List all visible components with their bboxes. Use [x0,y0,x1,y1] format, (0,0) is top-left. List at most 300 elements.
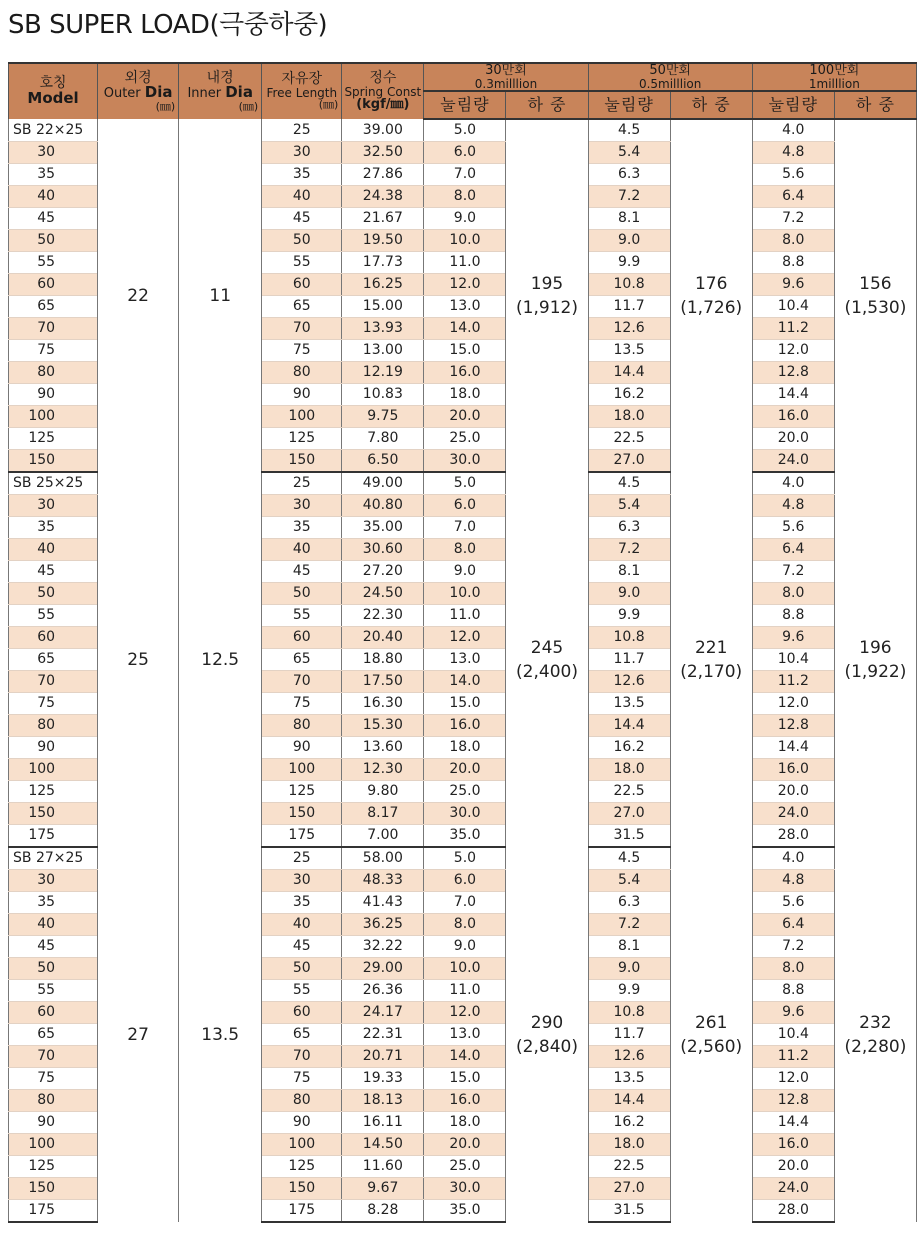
deflection-50-cell: 8.1 [588,561,670,583]
deflection-30-cell: 20.0 [424,759,506,781]
model-cell: 50 [9,583,98,605]
spring-const-cell: 7.00 [342,825,424,848]
load-100-cell-newton: (1,922) [844,661,907,682]
free-length-cell: 90 [262,384,342,406]
deflection-50-cell: 4.5 [588,847,670,870]
spring-const-cell: 30.60 [342,539,424,561]
table-group [9,472,917,847]
deflection-30-cell: 7.0 [424,164,506,186]
deflection-100-cell: 8.8 [752,605,834,627]
deflection-100-cell: 14.4 [752,737,834,759]
model-cell: 100 [9,759,98,781]
spring-const-cell: 16.30 [342,693,424,715]
deflection-50-cell: 18.0 [588,759,670,781]
free-length-cell: 75 [262,693,342,715]
deflection-30-cell: 10.0 [424,583,506,605]
deflection-30-cell: 6.0 [424,495,506,517]
header-outer-kr: 외경 [124,69,152,86]
deflection-50-cell: 7.2 [588,914,670,936]
deflection-50-cell: 9.0 [588,230,670,252]
outer-dia-cell-value: 27 [127,1024,149,1045]
deflection-30-cell: 9.0 [424,561,506,583]
deflection-30-cell: 16.0 [424,362,506,384]
header-const-kr: 정수 [369,70,397,87]
deflection-100-cell: 24.0 [752,450,834,473]
load-30-cell-value: 290 [530,1012,564,1033]
deflection-30-cell: 30.0 [424,450,506,473]
free-length-cell: 55 [262,980,342,1002]
deflection-30-cell: 18.0 [424,737,506,759]
deflection-50-cell: 12.6 [588,1046,670,1068]
free-length-cell: 25 [262,847,342,870]
free-length-cell: 175 [262,825,342,848]
free-length-cell: 70 [262,318,342,340]
deflection-30-cell: 16.0 [424,715,506,737]
spring-const-cell: 16.25 [342,274,424,296]
header-cycle-50-kr: 50만회 [649,63,691,78]
spring-const-cell: 17.73 [342,252,424,274]
deflection-30-cell: 11.0 [424,252,506,274]
spring-const-cell: 32.50 [342,142,424,164]
deflection-50-cell: 9.9 [588,605,670,627]
deflection-100-cell: 6.4 [752,539,834,561]
deflection-100-cell: 4.8 [752,495,834,517]
load-50-cell [670,472,752,847]
header-load-30: 하 중 [506,91,588,119]
spring-const-cell: 20.71 [342,1046,424,1068]
header-free-en: Free Length [266,85,338,100]
deflection-50-cell: 9.9 [588,980,670,1002]
model-cell: 150 [9,450,98,473]
model-cell: 80 [9,1090,98,1112]
deflection-30-cell: 12.0 [424,1002,506,1024]
model-cell: 40 [9,914,98,936]
deflection-30-cell: 25.0 [424,428,506,450]
spring-const-cell: 13.93 [342,318,424,340]
spring-const-cell: 39.00 [342,119,424,142]
outer-dia-cell [98,119,179,472]
deflection-50-cell: 9.9 [588,252,670,274]
deflection-50-cell: 5.4 [588,870,670,892]
header-cycle-100 [752,63,916,91]
free-length-cell: 100 [262,1134,342,1156]
model-cell: 75 [9,1068,98,1090]
deflection-30-cell: 15.0 [424,693,506,715]
deflection-30-cell: 20.0 [424,1134,506,1156]
deflection-50-cell: 14.4 [588,1090,670,1112]
free-length-cell: 175 [262,1200,342,1223]
model-cell: 175 [9,1200,98,1223]
model-cell: 125 [9,1156,98,1178]
spring-const-cell: 18.13 [342,1090,424,1112]
spring-const-cell: 24.50 [342,583,424,605]
deflection-100-cell: 4.8 [752,142,834,164]
header-cycle-30-kr: 30만회 [485,63,527,78]
load-50-cell [670,847,752,1222]
deflection-50-cell: 5.4 [588,142,670,164]
load-50-cell-value: 221 [694,637,728,658]
deflection-50-cell: 27.0 [588,450,670,473]
outer-dia-cell-value: 25 [127,649,149,670]
spring-const-cell: 22.30 [342,605,424,627]
free-length-cell: 60 [262,1002,342,1024]
table-row [9,119,917,142]
deflection-100-cell: 5.6 [752,517,834,539]
spring-const-cell: 17.50 [342,671,424,693]
spring-const-cell: 26.36 [342,980,424,1002]
deflection-30-cell: 18.0 [424,1112,506,1134]
deflection-100-cell: 24.0 [752,1178,834,1200]
deflection-50-cell: 8.1 [588,208,670,230]
free-length-cell: 150 [262,450,342,473]
model-cell: 75 [9,340,98,362]
free-length-cell: 125 [262,781,342,803]
deflection-50-cell: 5.4 [588,495,670,517]
model-cell: 45 [9,208,98,230]
free-length-cell: 150 [262,803,342,825]
deflection-100-cell: 8.8 [752,252,834,274]
model-cell: 60 [9,1002,98,1024]
load-30-cell-value: 245 [530,637,564,658]
table-group [9,119,917,472]
deflection-100-cell: 8.0 [752,230,834,252]
model-cell: 35 [9,517,98,539]
header-cycle-50 [588,63,752,91]
deflection-50-cell: 4.5 [588,472,670,495]
table-group [9,847,917,1222]
header-load-100: 하 중 [834,91,916,119]
deflection-50-cell: 10.8 [588,627,670,649]
model-cell: 55 [9,252,98,274]
inner-dia-cell [179,119,262,472]
deflection-100-cell: 10.4 [752,649,834,671]
model-cell: 50 [9,230,98,252]
spring-const-cell: 12.19 [342,362,424,384]
model-cell: SB 22×25 [9,119,98,142]
spring-const-cell: 32.22 [342,936,424,958]
free-length-cell: 70 [262,671,342,693]
deflection-50-cell: 10.8 [588,274,670,296]
header-free-kr: 자유장 [281,71,323,88]
deflection-50-cell: 12.6 [588,318,670,340]
free-length-cell: 50 [262,230,342,252]
deflection-100-cell: 14.4 [752,384,834,406]
model-cell: 80 [9,715,98,737]
deflection-100-cell: 12.8 [752,1090,834,1112]
spring-const-cell: 35.00 [342,517,424,539]
deflection-50-cell: 31.5 [588,825,670,848]
free-length-cell: 125 [262,428,342,450]
deflection-30-cell: 9.0 [424,936,506,958]
deflection-30-cell: 8.0 [424,539,506,561]
free-length-cell: 35 [262,892,342,914]
deflection-100-cell: 4.0 [752,119,834,142]
deflection-100-cell: 20.0 [752,1156,834,1178]
free-length-cell: 50 [262,958,342,980]
model-cell: 30 [9,870,98,892]
free-length-cell: 40 [262,914,342,936]
deflection-30-cell: 25.0 [424,781,506,803]
page-title: SB SUPER LOAD(극중하중) [8,10,328,40]
header-inner-en: Inner Dia [187,83,253,102]
free-length-cell: 75 [262,340,342,362]
deflection-30-cell: 5.0 [424,847,506,870]
header-inner-kr: 내경 [206,69,234,86]
model-cell: 45 [9,561,98,583]
model-cell: 50 [9,958,98,980]
free-length-cell: 100 [262,406,342,428]
deflection-100-cell: 9.6 [752,627,834,649]
model-cell: 60 [9,627,98,649]
deflection-50-cell: 8.1 [588,936,670,958]
spring-const-cell: 40.80 [342,495,424,517]
load-100-cell-newton: (2,280) [844,1036,907,1057]
model-cell: SB 25×25 [9,472,98,495]
deflection-50-cell: 13.5 [588,1068,670,1090]
deflection-50-cell: 4.5 [588,119,670,142]
deflection-50-cell: 31.5 [588,1200,670,1223]
spring-const-cell: 29.00 [342,958,424,980]
header-inner-unit: (㎜) [238,100,259,114]
inner-dia-cell [179,472,262,847]
free-length-cell: 125 [262,1156,342,1178]
deflection-100-cell: 12.8 [752,715,834,737]
free-length-cell: 45 [262,208,342,230]
inner-dia-cell-value: 12.5 [201,649,240,670]
deflection-100-cell: 12.0 [752,1068,834,1090]
header-model [9,63,98,119]
deflection-50-cell: 11.7 [588,1024,670,1046]
model-cell: 100 [9,1134,98,1156]
deflection-30-cell: 10.0 [424,230,506,252]
model-cell: 80 [9,362,98,384]
header-const-en: Spring Const [344,84,422,99]
deflection-100-cell: 28.0 [752,825,834,848]
spring-const-cell: 16.11 [342,1112,424,1134]
spring-spec-table [8,62,917,1223]
free-length-cell: 80 [262,362,342,384]
model-cell: 70 [9,1046,98,1068]
deflection-50-cell: 9.0 [588,958,670,980]
header-free-length [262,63,342,119]
table-row [9,847,917,870]
deflection-100-cell: 5.6 [752,892,834,914]
deflection-30-cell: 6.0 [424,142,506,164]
deflection-30-cell: 30.0 [424,803,506,825]
spring-const-cell: 19.50 [342,230,424,252]
model-cell: 30 [9,495,98,517]
spring-const-cell: 24.38 [342,186,424,208]
model-cell: SB 27×25 [9,847,98,870]
spring-const-cell: 15.30 [342,715,424,737]
deflection-50-cell: 14.4 [588,362,670,384]
load-100-cell-newton: (1,530) [844,298,907,319]
spring-const-cell: 27.20 [342,561,424,583]
model-cell: 100 [9,406,98,428]
spring-const-cell: 8.17 [342,803,424,825]
deflection-100-cell: 4.0 [752,472,834,495]
header-spring-const [342,63,424,119]
deflection-30-cell: 7.0 [424,517,506,539]
deflection-100-cell: 12.0 [752,340,834,362]
free-length-cell: 100 [262,759,342,781]
spring-const-cell: 41.43 [342,892,424,914]
deflection-100-cell: 20.0 [752,781,834,803]
model-cell: 125 [9,781,98,803]
free-length-cell: 80 [262,715,342,737]
deflection-30-cell: 16.0 [424,1090,506,1112]
free-length-cell: 40 [262,539,342,561]
deflection-50-cell: 14.4 [588,715,670,737]
deflection-50-cell: 27.0 [588,1178,670,1200]
model-cell: 55 [9,605,98,627]
spring-const-cell: 6.50 [342,450,424,473]
deflection-30-cell: 8.0 [424,186,506,208]
deflection-100-cell: 4.0 [752,847,834,870]
deflection-100-cell: 20.0 [752,428,834,450]
deflection-50-cell: 7.2 [588,186,670,208]
deflection-100-cell: 8.0 [752,958,834,980]
spring-const-cell: 24.17 [342,1002,424,1024]
deflection-30-cell: 18.0 [424,384,506,406]
model-cell: 35 [9,164,98,186]
deflection-100-cell: 14.4 [752,1112,834,1134]
deflection-100-cell: 16.0 [752,759,834,781]
load-30-cell [506,847,588,1222]
free-length-cell: 150 [262,1178,342,1200]
spring-const-cell: 48.33 [342,870,424,892]
deflection-100-cell: 28.0 [752,1200,834,1223]
free-length-cell: 45 [262,561,342,583]
deflection-50-cell: 16.2 [588,1112,670,1134]
deflection-30-cell: 12.0 [424,627,506,649]
free-length-cell: 35 [262,517,342,539]
deflection-50-cell: 10.8 [588,1002,670,1024]
deflection-30-cell: 11.0 [424,980,506,1002]
deflection-30-cell: 14.0 [424,1046,506,1068]
deflection-50-cell: 9.0 [588,583,670,605]
header-model-kr: 호칭 [39,75,67,92]
spring-const-cell: 18.80 [342,649,424,671]
deflection-30-cell: 12.0 [424,274,506,296]
deflection-50-cell: 6.3 [588,164,670,186]
deflection-30-cell: 13.0 [424,1024,506,1046]
free-length-cell: 50 [262,583,342,605]
deflection-50-cell: 27.0 [588,803,670,825]
header-const-unit: (kgf/㎜) [356,97,410,113]
table-row [9,472,917,495]
spring-const-cell: 49.00 [342,472,424,495]
deflection-50-cell: 7.2 [588,539,670,561]
deflection-30-cell: 15.0 [424,1068,506,1090]
table-header [9,63,917,119]
header-deflection-30: 눌림량 [424,91,506,119]
deflection-100-cell: 6.4 [752,914,834,936]
deflection-30-cell: 14.0 [424,318,506,340]
load-30-cell-newton: (1,912) [516,298,578,319]
spring-const-cell: 36.25 [342,914,424,936]
header-free-unit: (㎜) [318,98,339,112]
load-30-cell-newton: (2,840) [516,1036,578,1057]
free-length-cell: 30 [262,870,342,892]
deflection-100-cell: 7.2 [752,936,834,958]
deflection-50-cell: 6.3 [588,517,670,539]
free-length-cell: 60 [262,627,342,649]
deflection-30-cell: 7.0 [424,892,506,914]
deflection-100-cell: 10.4 [752,296,834,318]
spring-const-cell: 10.83 [342,384,424,406]
spring-const-cell: 14.50 [342,1134,424,1156]
deflection-100-cell: 6.4 [752,186,834,208]
deflection-50-cell: 22.5 [588,1156,670,1178]
model-cell: 65 [9,296,98,318]
header-outer-en: Outer Dia [103,83,173,102]
spring-const-cell: 27.86 [342,164,424,186]
free-length-cell: 90 [262,737,342,759]
model-cell: 75 [9,693,98,715]
free-length-cell: 65 [262,649,342,671]
load-50-cell-newton: (2,170) [680,661,743,682]
load-30-cell-newton: (2,400) [516,661,578,682]
deflection-100-cell: 16.0 [752,406,834,428]
spring-const-cell: 58.00 [342,847,424,870]
spring-const-cell: 9.67 [342,1178,424,1200]
header-inner-dia [179,63,262,119]
model-cell: 45 [9,936,98,958]
deflection-100-cell: 10.4 [752,1024,834,1046]
model-cell: 70 [9,318,98,340]
free-length-cell: 45 [262,936,342,958]
deflection-50-cell: 16.2 [588,384,670,406]
outer-dia-cell [98,472,179,847]
spring-const-cell: 13.00 [342,340,424,362]
load-100-cell-value: 232 [859,1012,892,1033]
deflection-50-cell: 18.0 [588,1134,670,1156]
load-100-cell [834,119,916,472]
model-cell: 125 [9,428,98,450]
deflection-50-cell: 12.6 [588,671,670,693]
spring-const-cell: 11.60 [342,1156,424,1178]
header-deflection-100: 눌림량 [752,91,834,119]
header-cycle-30 [424,63,588,91]
load-50-cell-newton: (1,726) [680,298,743,319]
header-outer-unit: (㎜) [155,100,176,114]
header-deflection-50: 눌림량 [588,91,670,119]
load-30-cell [506,119,588,472]
free-length-cell: 30 [262,495,342,517]
deflection-30-cell: 9.0 [424,208,506,230]
deflection-30-cell: 11.0 [424,605,506,627]
inner-dia-cell [179,847,262,1222]
spring-const-cell: 13.60 [342,737,424,759]
deflection-30-cell: 6.0 [424,870,506,892]
free-length-cell: 80 [262,1090,342,1112]
deflection-100-cell: 24.0 [752,803,834,825]
model-cell: 150 [9,1178,98,1200]
deflection-50-cell: 13.5 [588,340,670,362]
deflection-30-cell: 5.0 [424,119,506,142]
load-100-cell [834,847,916,1222]
free-length-cell: 55 [262,605,342,627]
deflection-100-cell: 7.2 [752,208,834,230]
model-cell: 70 [9,671,98,693]
spring-const-cell: 19.33 [342,1068,424,1090]
deflection-100-cell: 9.6 [752,1002,834,1024]
deflection-100-cell: 11.2 [752,1046,834,1068]
deflection-50-cell: 22.5 [588,428,670,450]
inner-dia-cell-value: 11 [209,285,232,306]
model-cell: 65 [9,1024,98,1046]
